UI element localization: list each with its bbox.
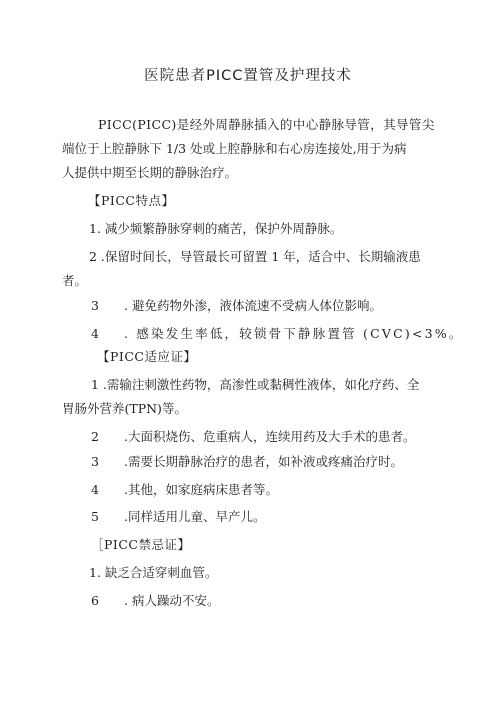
document-title: 医院患者PICC置管及护理技术 bbox=[144, 68, 352, 84]
contraindications-item-6-number: 6 bbox=[91, 593, 99, 608]
features-item-2-line-2: 者。 bbox=[62, 273, 88, 288]
features-heading: 【PICC特点】 bbox=[88, 193, 175, 208]
features-item-3-text: . 避免药物外渗，液体流速不受病人体位影响。 bbox=[124, 298, 382, 313]
indications-item-5-number: 5 bbox=[91, 509, 99, 524]
features-item-1: 1. 减少频繁静脉穿刺的痛苦，保护外周静脉。 bbox=[89, 221, 343, 236]
features-item-3-number: 3 bbox=[91, 298, 99, 313]
contraindications-heading: ［PICC禁忌证】 bbox=[91, 537, 191, 552]
indications-item-4-text: .其他，如家庭病床患者等。 bbox=[124, 482, 278, 497]
indications-item-1-line-2: 胃肠外营养(TPN)等。 bbox=[62, 401, 187, 416]
indications-item-2-text: .大面积烧伤、危重病人，连续用药及大手术的患者。 bbox=[124, 429, 416, 444]
indications-item-2-number: 2 bbox=[91, 429, 99, 444]
contraindications-item-6-text: . 病人躁动不安。 bbox=[124, 593, 220, 608]
intro-line-1: PICC(PICC)是经外周静脉插入的中心静脉导管，其导管尖 bbox=[98, 117, 435, 132]
intro-line-2: 端位于上腔静脉下 1/3 处或上腔静脉和右心房连接处,用于为病 bbox=[62, 141, 407, 156]
features-item-4-text: . 感染发生率低，较锁骨下静脉置管 (CVC)<3%。 bbox=[124, 326, 464, 341]
indications-item-4-number: 4 bbox=[91, 482, 99, 497]
intro-line-3: 人提供中期至长期的静脉治疗。 bbox=[62, 165, 238, 180]
indications-item-3-text: .需要长期静脉治疗的患者，如补液或疼痛治疗时。 bbox=[124, 454, 403, 469]
contraindications-item-1: 1. 缺乏合适穿刺血管。 bbox=[89, 565, 218, 580]
indications-item-1-line-1: 1 .需输注刺激性药物，高渗性或黏稠性液体，如化疗药、全 bbox=[91, 377, 420, 392]
features-item-4-number: 4 bbox=[91, 326, 99, 341]
features-item-2-line-1: 2 .保留时间长，导管最长可留置 1 年，适合中、长期输液患 bbox=[89, 249, 421, 264]
indications-item-5-text: .同样适用儿童、早产儿。 bbox=[124, 509, 266, 524]
indications-heading: 【PICC适应证】 bbox=[97, 349, 197, 364]
indications-item-3-number: 3 bbox=[91, 454, 99, 469]
